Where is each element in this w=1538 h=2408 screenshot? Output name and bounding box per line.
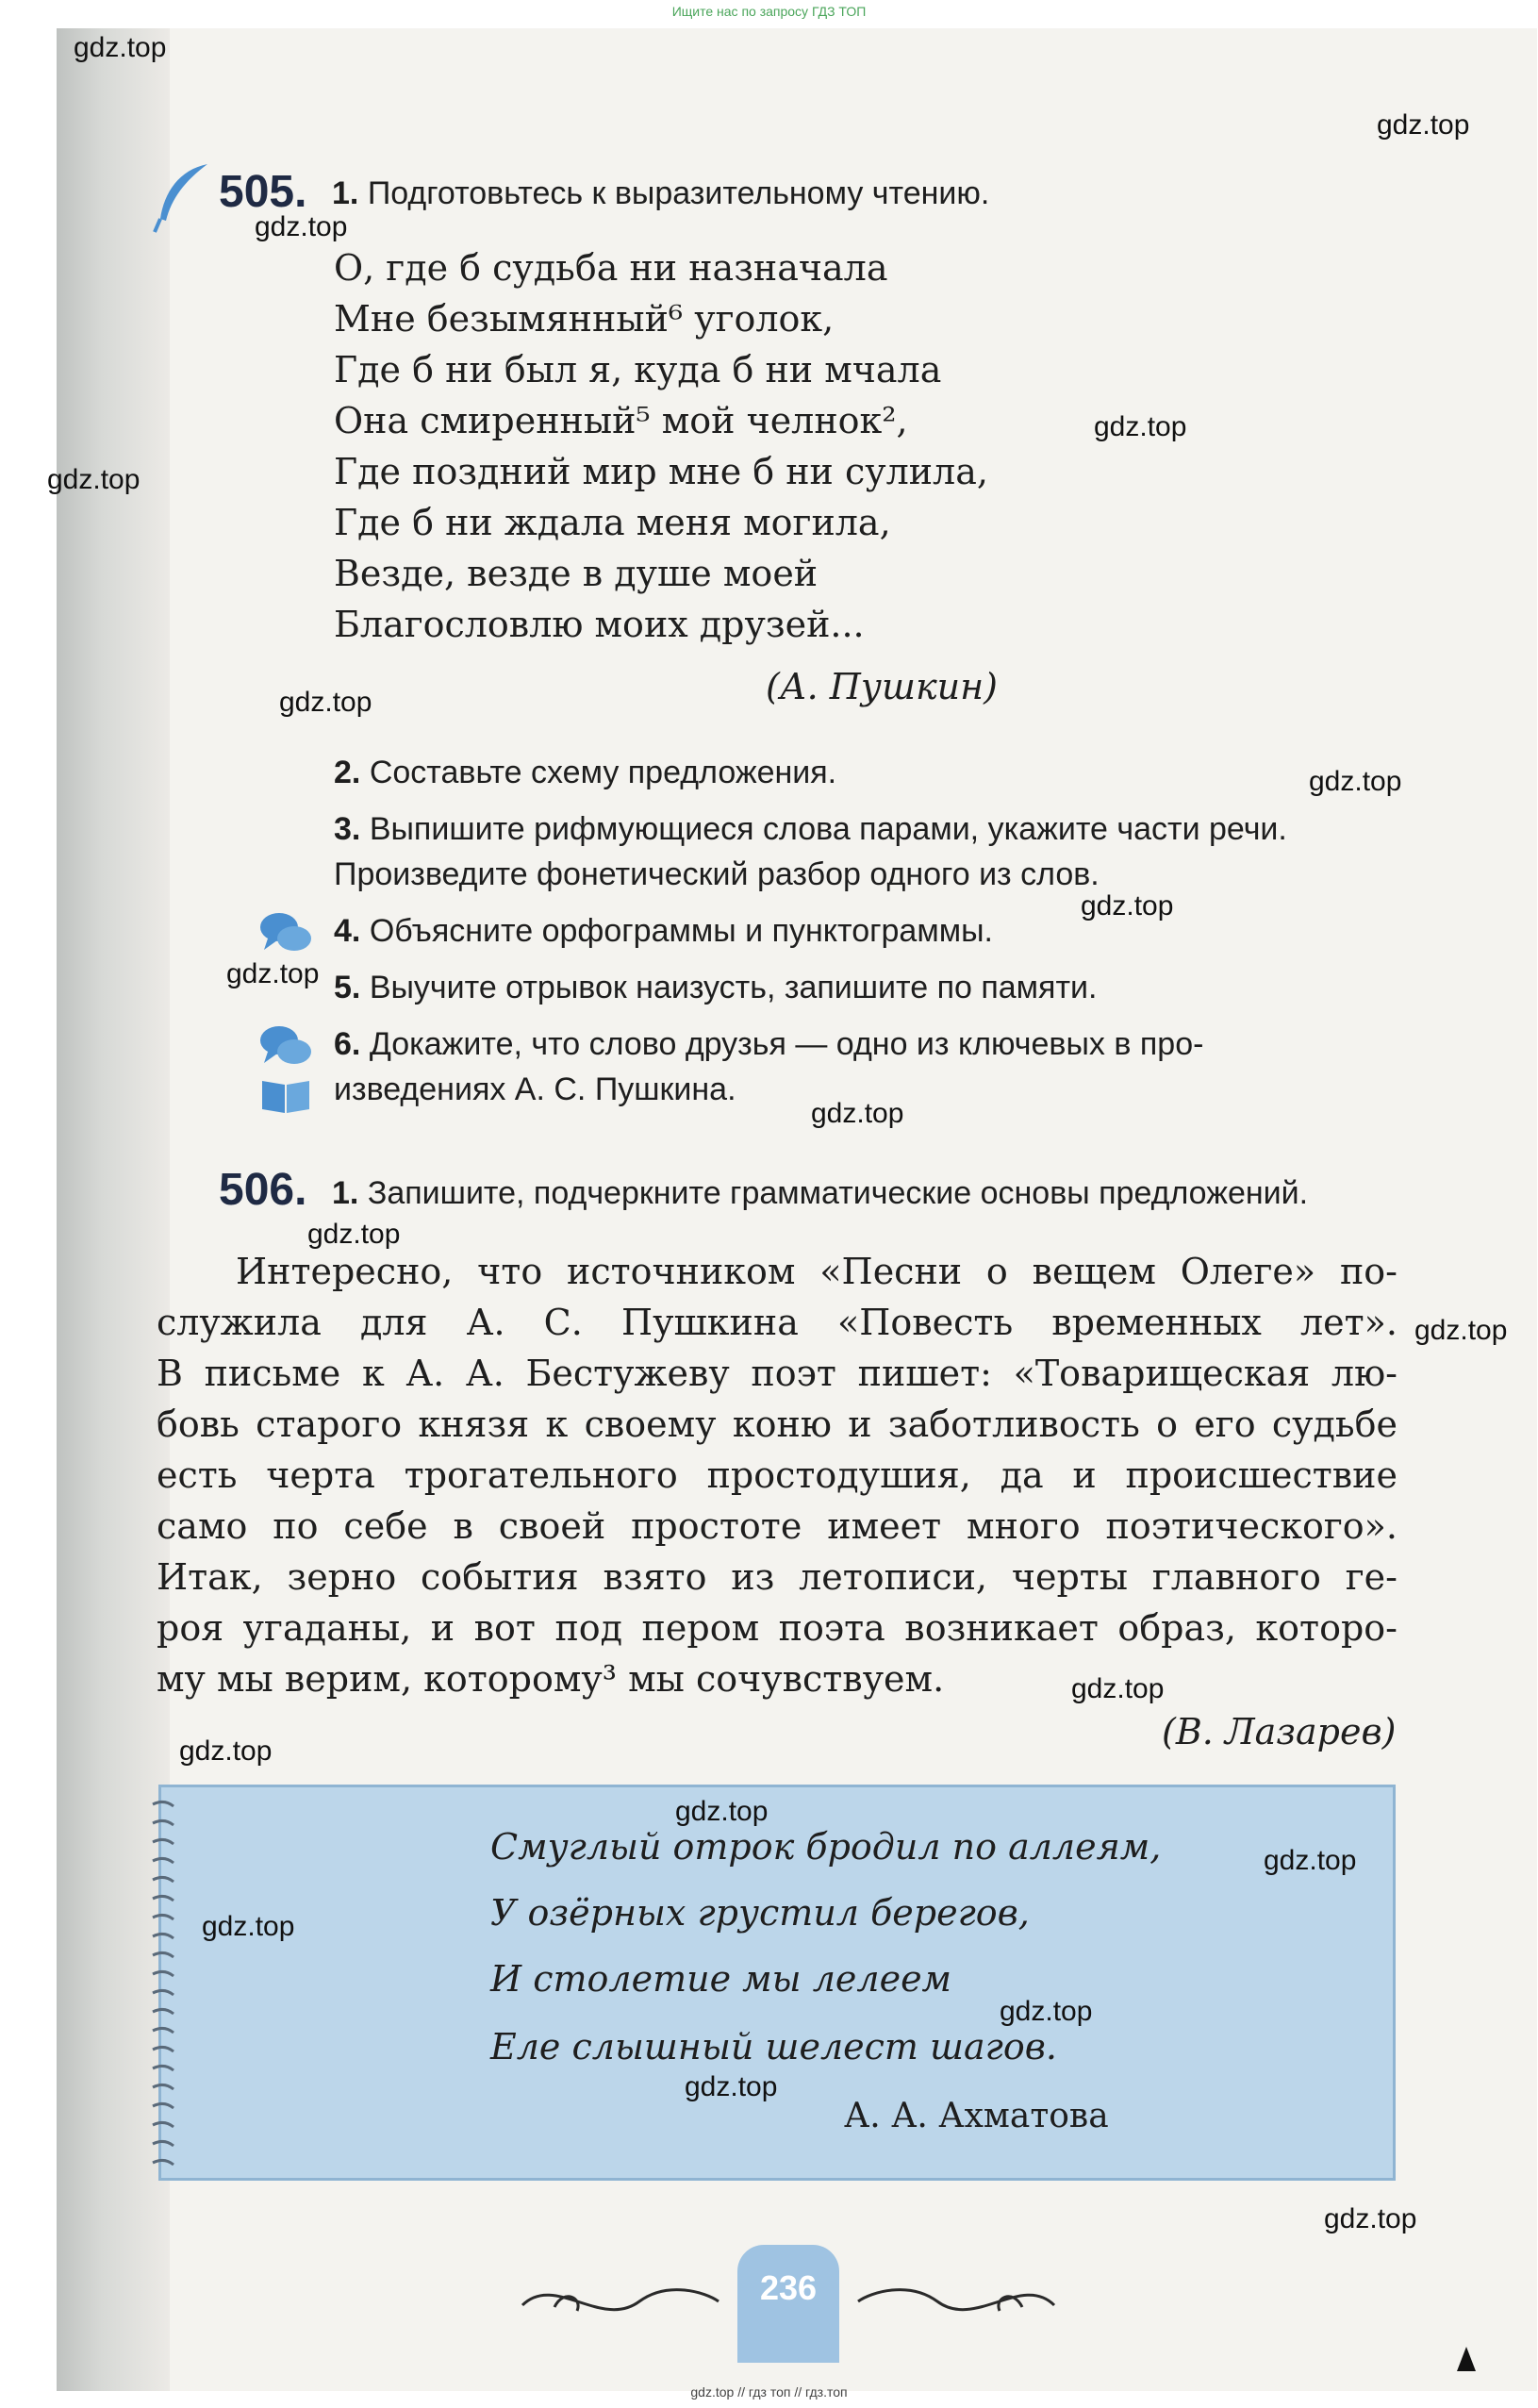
verse-line: Везде, везде в душе моей <box>334 553 819 594</box>
prose-line: есть черта трогательного простодушия, да и происшествие <box>157 1454 1397 1496</box>
poem-line: У озёрных грустил берегов, <box>490 1892 1030 1934</box>
watermark: gdz.top <box>1094 411 1187 442</box>
prose-line: му мы верим, которому³ мы сочувствуем. <box>157 1658 945 1700</box>
speech-bubbles-icon <box>258 1023 313 1067</box>
task-text: Подготовьтесь к выразительному чтению. <box>367 175 990 211</box>
watermark: gdz.top <box>47 464 141 495</box>
task-text: Объясните орфограммы и пунктограммы. <box>369 913 993 949</box>
prose-line: роя угаданы, и вот под пером поэта возникает образ, которо- <box>157 1607 1397 1649</box>
prose-line: Интересно, что источником «Песни о вещем Олеге» по- <box>236 1251 1397 1292</box>
watermark: gdz.top <box>685 2071 778 2102</box>
prose-line: само по себе в своей простоте имеет много поэтического». <box>157 1505 1397 1547</box>
task-text: Докажите, что слово друзья — одно из ключевых в про- <box>369 1026 1204 1062</box>
prose-line: В письме к А. А. Бестужеву поэт пишет: «Товарищеская лю- <box>157 1353 1397 1394</box>
verse-line: Мне безымянный⁶ уголок, <box>334 298 835 340</box>
right-flourish-ornament <box>852 2264 1060 2339</box>
verse-line: Благословлю моих друзей... <box>334 604 865 645</box>
task-number: 2. <box>334 755 361 790</box>
exercise-number-506: 506. <box>219 1165 307 1215</box>
poem-line: Еле слышный шелест шагов. <box>490 2026 1057 2068</box>
verse-line: О, где б судьба ни назначала <box>334 247 888 289</box>
page-number: 236 <box>759 2268 818 2307</box>
page-corner-marker <box>1457 2347 1476 2371</box>
watermark: gdz.top <box>1081 890 1174 922</box>
exercise-505-task-1 <box>332 175 989 212</box>
poem-author: А. А. Ахматова <box>844 2097 1109 2135</box>
task-number: 4. <box>334 913 361 949</box>
notebook-spiral-icon <box>149 1797 177 2174</box>
poem-line: И столетие мы лелеем <box>490 1958 952 2000</box>
watermark: gdz.top <box>226 958 320 989</box>
task-text: Запишите, подчеркните грамматические основы предложений. <box>367 1175 1309 1211</box>
watermark: gdz.top <box>1000 1996 1093 2027</box>
exercise-505-task-6-continued <box>334 1071 736 1108</box>
exercise-506-task-1 <box>332 1175 1308 1212</box>
watermark: gdz.top <box>255 211 348 242</box>
task-text: Выучите отрывок наизусть, запишите по памяти. <box>369 970 1098 1005</box>
task-number: 5. <box>334 970 361 1005</box>
task-text: Произведите фонетический разбор одного из слов. <box>334 856 1100 892</box>
task-text: изведениях А. С. Пушкина. <box>334 1071 736 1107</box>
watermark: gdz.top <box>279 687 372 718</box>
verse-line: Она смиренный⁵ мой челнок², <box>334 400 908 441</box>
verse-author: (А. Пушкин) <box>766 666 998 707</box>
verse-line: Где поздний мир мне б ни сулила, <box>334 451 988 492</box>
watermark: gdz.top <box>1324 2203 1417 2234</box>
watermark: gdz.top <box>179 1735 273 1767</box>
watermark: gdz.top <box>1309 766 1402 797</box>
verse-line: Где б ни ждала меня могила, <box>334 502 891 543</box>
task-number: 6. <box>334 1026 361 1062</box>
watermark: gdz.top <box>202 1911 295 1942</box>
bottom-banner: gdz.top // гдз топ // гдз.топ <box>690 2384 848 2400</box>
task-text: Выпишите рифмующиеся слова парами, укажите части речи. <box>369 811 1287 847</box>
poem-line: Смуглый отрок бродил по аллеям, <box>490 1826 1162 1868</box>
watermark: gdz.top <box>811 1098 904 1129</box>
exercise-505-task-2 <box>334 755 836 791</box>
exercise-505-task-6 <box>334 1026 1203 1063</box>
speech-bubbles-icon <box>258 910 313 954</box>
watermark: gdz.top <box>1377 109 1470 141</box>
watermark: gdz.top <box>74 32 167 63</box>
top-banner: Ищите нас по запросу ГДЗ ТОП <box>671 4 867 19</box>
watermark: gdz.top <box>1264 1845 1357 1876</box>
exercise-505-task-4 <box>334 913 993 950</box>
task-text: Составьте схему предложения. <box>369 755 837 790</box>
watermark: gdz.top <box>675 1796 769 1827</box>
prose-author: (В. Лазарев) <box>1162 1711 1397 1752</box>
prose-line: Итак, зерно события взято из летописи, черты главного ге- <box>157 1556 1397 1598</box>
verse-line: Где б ни был я, куда б ни мчала <box>334 349 942 390</box>
prose-line: бовь старого князя к своему коню и заботливость о его судьбе <box>157 1403 1397 1445</box>
exercise-505-task-5 <box>334 970 1097 1006</box>
task-number: 1. <box>332 175 359 211</box>
watermark: gdz.top <box>1414 1315 1508 1346</box>
exercise-number-505: 505. <box>219 167 307 217</box>
exercise-505-task-3-continued <box>334 856 1100 893</box>
task-number: 1. <box>332 1175 359 1211</box>
task-number: 3. <box>334 811 361 847</box>
left-flourish-ornament <box>517 2264 724 2339</box>
watermark: gdz.top <box>1071 1673 1165 1704</box>
feather-pen-icon <box>151 160 217 236</box>
open-book-icon <box>258 1075 313 1117</box>
exercise-505-task-3 <box>334 811 1287 848</box>
prose-line: служила для А. С. Пушкина «Повесть временных лет». <box>157 1302 1397 1343</box>
watermark: gdz.top <box>307 1219 401 1250</box>
